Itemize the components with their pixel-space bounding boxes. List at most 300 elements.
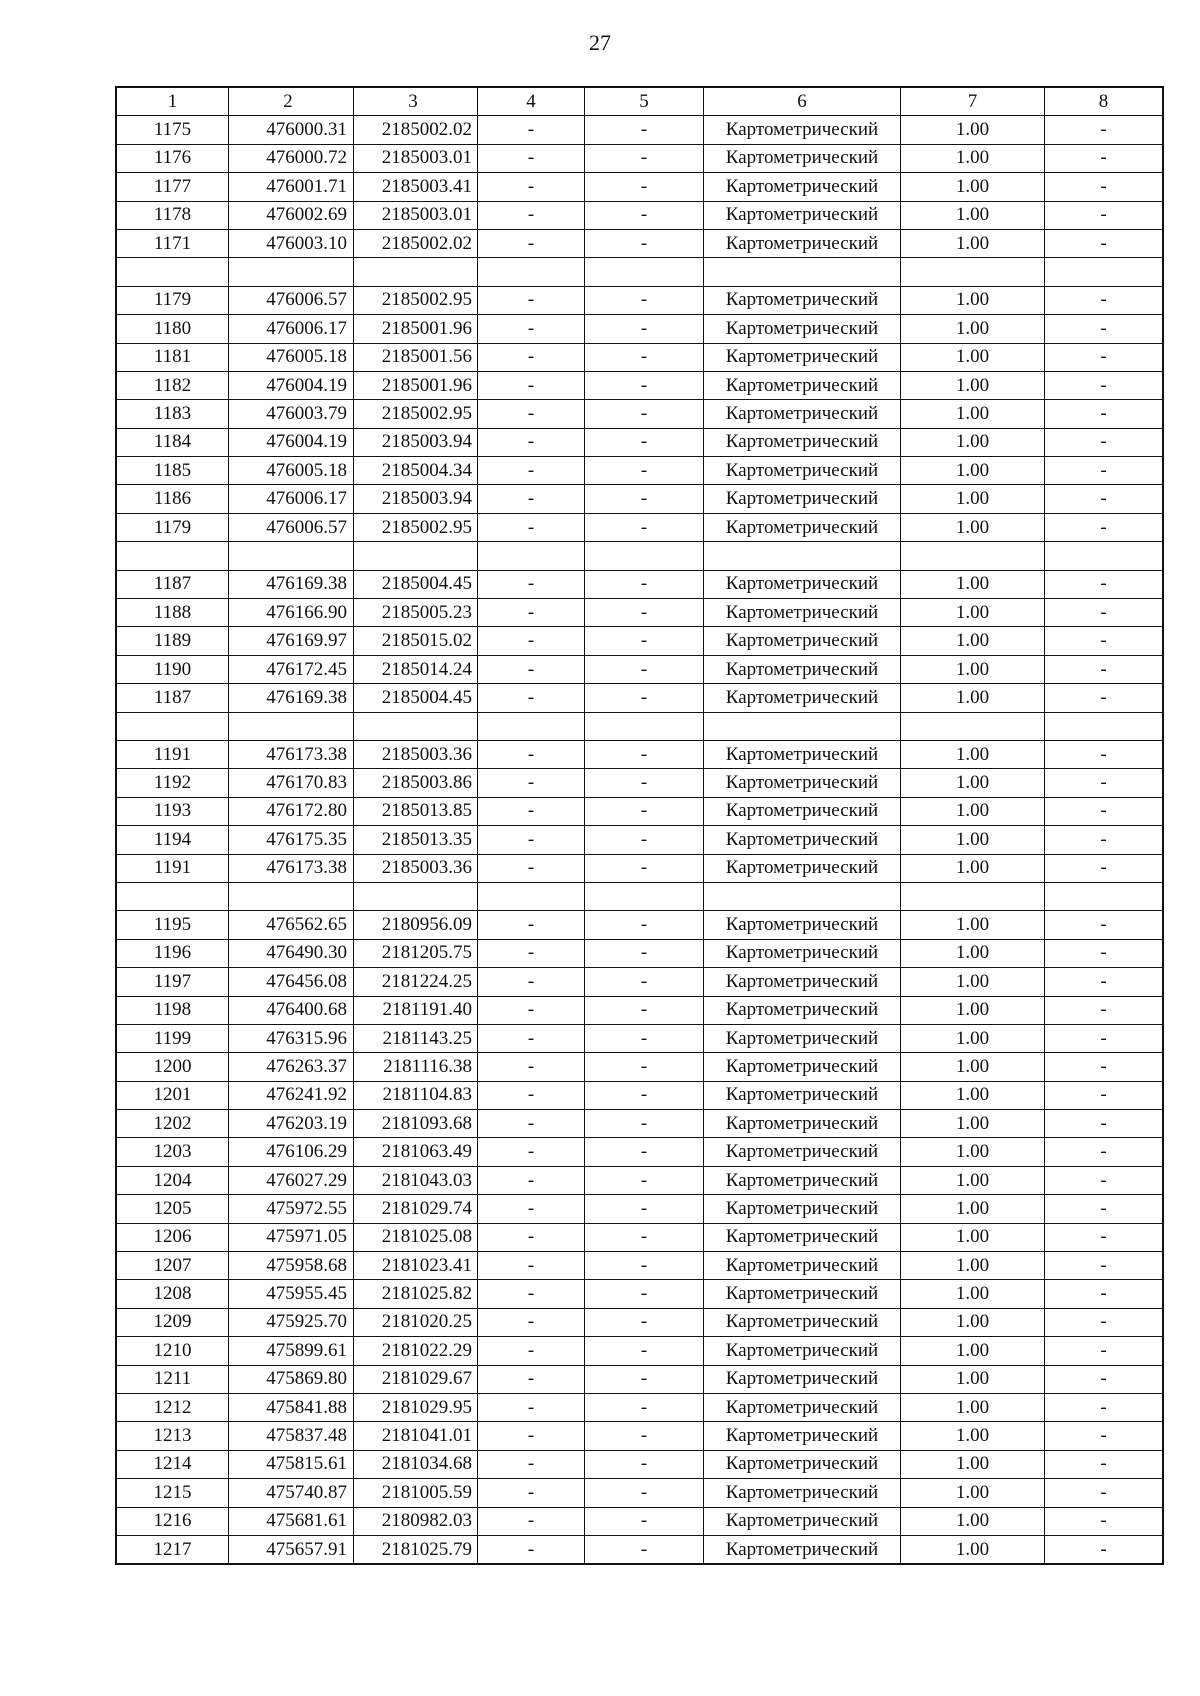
x-coordinate-cell: 476400.68: [229, 996, 354, 1024]
accuracy-cell: 1.00: [901, 1024, 1045, 1052]
column-header: 7: [901, 87, 1045, 116]
col4-cell: -: [478, 1166, 585, 1194]
col5-cell: -: [585, 400, 704, 428]
method-cell: Картометрический: [704, 371, 901, 399]
column-header: 5: [585, 87, 704, 116]
point-number-cell: 1171: [116, 229, 229, 257]
accuracy-cell: 1.00: [901, 315, 1045, 343]
col8-cell: -: [1045, 1110, 1164, 1138]
x-coordinate-cell: 475925.70: [229, 1308, 354, 1336]
col4-cell: -: [478, 485, 585, 513]
x-coordinate-cell: 476490.30: [229, 939, 354, 967]
col5-cell: -: [585, 116, 704, 144]
method-cell: Картометрический: [704, 343, 901, 371]
table-row: [116, 627, 1163, 655]
y-coordinate-cell: [354, 882, 478, 910]
method-cell: Картометрический: [704, 1393, 901, 1421]
col5-cell: -: [585, 1422, 704, 1450]
table-row: [116, 1138, 1163, 1166]
table-row: [116, 740, 1163, 768]
col4-cell: -: [478, 1280, 585, 1308]
y-coordinate-cell: 2180956.09: [354, 911, 478, 939]
col4-cell: [478, 712, 585, 740]
col5-cell: [585, 882, 704, 910]
x-coordinate-cell: 475971.05: [229, 1223, 354, 1251]
col5-cell: -: [585, 599, 704, 627]
col5-cell: -: [585, 1024, 704, 1052]
table-header-row: [116, 87, 1163, 116]
point-number-cell: 1178: [116, 201, 229, 229]
y-coordinate-cell: 2181191.40: [354, 996, 478, 1024]
y-coordinate-cell: 2181020.25: [354, 1308, 478, 1336]
table-row: [116, 513, 1163, 541]
table-row: [116, 911, 1163, 939]
accuracy-cell: 1.00: [901, 996, 1045, 1024]
y-coordinate-cell: 2181043.03: [354, 1166, 478, 1194]
y-coordinate-cell: 2185002.95: [354, 513, 478, 541]
table-row: [116, 712, 1163, 740]
point-number-cell: 1196: [116, 939, 229, 967]
point-number-cell: 1179: [116, 286, 229, 314]
point-number-cell: 1217: [116, 1535, 229, 1564]
method-cell: Картометрический: [704, 116, 901, 144]
y-coordinate-cell: 2185004.45: [354, 684, 478, 712]
accuracy-cell: 1.00: [901, 457, 1045, 485]
col8-cell: [1045, 882, 1164, 910]
col8-cell: [1045, 712, 1164, 740]
accuracy-cell: 1.00: [901, 1337, 1045, 1365]
accuracy-cell: 1.00: [901, 939, 1045, 967]
col8-cell: -: [1045, 968, 1164, 996]
x-coordinate-cell: 476000.72: [229, 144, 354, 172]
x-coordinate-cell: 475841.88: [229, 1393, 354, 1421]
y-coordinate-cell: 2181093.68: [354, 1110, 478, 1138]
method-cell: Картометрический: [704, 996, 901, 1024]
y-coordinate-cell: 2185002.02: [354, 229, 478, 257]
x-coordinate-cell: 476027.29: [229, 1166, 354, 1194]
table-row: [116, 1252, 1163, 1280]
table-row: [116, 229, 1163, 257]
col5-cell: -: [585, 457, 704, 485]
y-coordinate-cell: 2181029.67: [354, 1365, 478, 1393]
x-coordinate-cell: 476172.45: [229, 655, 354, 683]
col4-cell: -: [478, 229, 585, 257]
point-number-cell: 1215: [116, 1479, 229, 1507]
col4-cell: -: [478, 1479, 585, 1507]
col5-cell: -: [585, 173, 704, 201]
table-row: [116, 1195, 1163, 1223]
table-row: [116, 1223, 1163, 1251]
y-coordinate-cell: 2185013.35: [354, 826, 478, 854]
col4-cell: -: [478, 343, 585, 371]
col4-cell: -: [478, 1252, 585, 1280]
point-number-cell: 1204: [116, 1166, 229, 1194]
col8-cell: -: [1045, 1166, 1164, 1194]
col4-cell: -: [478, 1393, 585, 1421]
table-row: [116, 684, 1163, 712]
method-cell: Картометрический: [704, 1138, 901, 1166]
x-coordinate-cell: 476002.69: [229, 201, 354, 229]
table-row: [116, 570, 1163, 598]
accuracy-cell: [901, 542, 1045, 570]
table-row: [116, 201, 1163, 229]
col5-cell: -: [585, 286, 704, 314]
col8-cell: -: [1045, 400, 1164, 428]
col8-cell: -: [1045, 343, 1164, 371]
method-cell: Картометрический: [704, 1308, 901, 1336]
col5-cell: -: [585, 1535, 704, 1564]
col5-cell: -: [585, 1308, 704, 1336]
col8-cell: -: [1045, 826, 1164, 854]
col5-cell: [585, 258, 704, 286]
point-number-cell: 1191: [116, 854, 229, 882]
method-cell: Картометрический: [704, 1110, 901, 1138]
col5-cell: [585, 542, 704, 570]
y-coordinate-cell: 2181063.49: [354, 1138, 478, 1166]
col5-cell: -: [585, 1507, 704, 1535]
accuracy-cell: 1.00: [901, 1280, 1045, 1308]
y-coordinate-cell: 2185003.86: [354, 769, 478, 797]
y-coordinate-cell: 2185004.45: [354, 570, 478, 598]
x-coordinate-cell: 475657.91: [229, 1535, 354, 1564]
y-coordinate-cell: 2181224.25: [354, 968, 478, 996]
method-cell: Картометрический: [704, 627, 901, 655]
col4-cell: -: [478, 1024, 585, 1052]
col8-cell: -: [1045, 1365, 1164, 1393]
col5-cell: -: [585, 485, 704, 513]
x-coordinate-cell: 476004.19: [229, 428, 354, 456]
table-row: [116, 258, 1163, 286]
col4-cell: -: [478, 173, 585, 201]
point-number-cell: 1203: [116, 1138, 229, 1166]
point-number-cell: 1208: [116, 1280, 229, 1308]
x-coordinate-cell: 476006.17: [229, 485, 354, 513]
point-number-cell: 1199: [116, 1024, 229, 1052]
table-row: [116, 116, 1163, 144]
accuracy-cell: 1.00: [901, 968, 1045, 996]
col5-cell: -: [585, 996, 704, 1024]
method-cell: Картометрический: [704, 968, 901, 996]
method-cell: [704, 882, 901, 910]
accuracy-cell: 1.00: [901, 1507, 1045, 1535]
point-number-cell: 1206: [116, 1223, 229, 1251]
x-coordinate-cell: 476169.38: [229, 684, 354, 712]
method-cell: [704, 542, 901, 570]
col8-cell: -: [1045, 684, 1164, 712]
x-coordinate-cell: [229, 882, 354, 910]
col5-cell: -: [585, 797, 704, 825]
table-row: [116, 769, 1163, 797]
col4-cell: -: [478, 457, 585, 485]
point-number-cell: 1193: [116, 797, 229, 825]
col8-cell: -: [1045, 740, 1164, 768]
col5-cell: -: [585, 1337, 704, 1365]
col5-cell: -: [585, 1053, 704, 1081]
col5-cell: [585, 712, 704, 740]
y-coordinate-cell: 2185002.02: [354, 116, 478, 144]
method-cell: Картометрический: [704, 201, 901, 229]
table-row: [116, 1024, 1163, 1052]
col4-cell: -: [478, 655, 585, 683]
accuracy-cell: 1.00: [901, 513, 1045, 541]
accuracy-cell: 1.00: [901, 371, 1045, 399]
y-coordinate-cell: 2185013.85: [354, 797, 478, 825]
col8-cell: -: [1045, 797, 1164, 825]
col8-cell: -: [1045, 1337, 1164, 1365]
accuracy-cell: 1.00: [901, 1479, 1045, 1507]
method-cell: Картометрический: [704, 1081, 901, 1109]
col4-cell: -: [478, 599, 585, 627]
method-cell: Картометрический: [704, 400, 901, 428]
x-coordinate-cell: 476456.08: [229, 968, 354, 996]
y-coordinate-cell: 2185001.56: [354, 343, 478, 371]
col5-cell: -: [585, 627, 704, 655]
accuracy-cell: 1.00: [901, 1053, 1045, 1081]
table-row: [116, 343, 1163, 371]
y-coordinate-cell: 2181143.25: [354, 1024, 478, 1052]
accuracy-cell: 1.00: [901, 1535, 1045, 1564]
accuracy-cell: 1.00: [901, 229, 1045, 257]
point-number-cell: 1187: [116, 684, 229, 712]
method-cell: Картометрический: [704, 1252, 901, 1280]
x-coordinate-cell: 476166.90: [229, 599, 354, 627]
accuracy-cell: 1.00: [901, 343, 1045, 371]
method-cell: Картометрический: [704, 826, 901, 854]
col4-cell: -: [478, 1138, 585, 1166]
col4-cell: -: [478, 1365, 585, 1393]
accuracy-cell: 1.00: [901, 655, 1045, 683]
point-number-cell: 1190: [116, 655, 229, 683]
y-coordinate-cell: 2185003.36: [354, 740, 478, 768]
col4-cell: -: [478, 797, 585, 825]
point-number-cell: 1181: [116, 343, 229, 371]
point-number-cell: 1186: [116, 485, 229, 513]
accuracy-cell: [901, 258, 1045, 286]
col8-cell: -: [1045, 201, 1164, 229]
col8-cell: -: [1045, 570, 1164, 598]
accuracy-cell: 1.00: [901, 1450, 1045, 1478]
y-coordinate-cell: 2185001.96: [354, 371, 478, 399]
y-coordinate-cell: 2185015.02: [354, 627, 478, 655]
col5-cell: -: [585, 343, 704, 371]
y-coordinate-cell: 2185002.95: [354, 400, 478, 428]
col4-cell: -: [478, 144, 585, 172]
point-number-cell: 1175: [116, 116, 229, 144]
col5-cell: -: [585, 769, 704, 797]
method-cell: Картометрический: [704, 144, 901, 172]
accuracy-cell: 1.00: [901, 400, 1045, 428]
col5-cell: -: [585, 1195, 704, 1223]
method-cell: Картометрический: [704, 1053, 901, 1081]
col8-cell: -: [1045, 173, 1164, 201]
point-number-cell: 1200: [116, 1053, 229, 1081]
col5-cell: -: [585, 1223, 704, 1251]
column-header: 6: [704, 87, 901, 116]
col5-cell: -: [585, 1110, 704, 1138]
table-row: [116, 854, 1163, 882]
table-row: [116, 542, 1163, 570]
column-header: 2: [229, 87, 354, 116]
x-coordinate-cell: 475740.87: [229, 1479, 354, 1507]
col8-cell: -: [1045, 229, 1164, 257]
point-number-cell: 1197: [116, 968, 229, 996]
col8-cell: -: [1045, 1422, 1164, 1450]
col5-cell: -: [585, 201, 704, 229]
point-number-cell: 1210: [116, 1337, 229, 1365]
x-coordinate-cell: 475837.48: [229, 1422, 354, 1450]
col8-cell: -: [1045, 485, 1164, 513]
x-coordinate-cell: 476005.18: [229, 343, 354, 371]
col4-cell: -: [478, 684, 585, 712]
col5-cell: -: [585, 428, 704, 456]
y-coordinate-cell: 2181116.38: [354, 1053, 478, 1081]
accuracy-cell: 1.00: [901, 740, 1045, 768]
method-cell: Картометрический: [704, 570, 901, 598]
y-coordinate-cell: 2185003.01: [354, 201, 478, 229]
col8-cell: -: [1045, 1479, 1164, 1507]
method-cell: Картометрический: [704, 1166, 901, 1194]
point-number-cell: 1198: [116, 996, 229, 1024]
col8-cell: -: [1045, 286, 1164, 314]
col8-cell: -: [1045, 769, 1164, 797]
x-coordinate-cell: 476001.71: [229, 173, 354, 201]
col4-cell: -: [478, 1110, 585, 1138]
col4-cell: -: [478, 740, 585, 768]
y-coordinate-cell: 2185003.36: [354, 854, 478, 882]
method-cell: Картометрический: [704, 911, 901, 939]
x-coordinate-cell: 476005.18: [229, 457, 354, 485]
col4-cell: -: [478, 286, 585, 314]
point-number-cell: 1211: [116, 1365, 229, 1393]
y-coordinate-cell: 2181029.74: [354, 1195, 478, 1223]
method-cell: Картометрический: [704, 513, 901, 541]
x-coordinate-cell: 475958.68: [229, 1252, 354, 1280]
y-coordinate-cell: 2181104.83: [354, 1081, 478, 1109]
x-coordinate-cell: 476169.97: [229, 627, 354, 655]
accuracy-cell: 1.00: [901, 1223, 1045, 1251]
col8-cell: -: [1045, 457, 1164, 485]
point-number-cell: 1207: [116, 1252, 229, 1280]
col5-cell: -: [585, 315, 704, 343]
accuracy-cell: 1.00: [901, 1110, 1045, 1138]
y-coordinate-cell: 2185003.01: [354, 144, 478, 172]
accuracy-cell: [901, 712, 1045, 740]
table-row: [116, 968, 1163, 996]
col8-cell: -: [1045, 1223, 1164, 1251]
accuracy-cell: 1.00: [901, 911, 1045, 939]
table-row: [116, 1393, 1163, 1421]
method-cell: Картометрический: [704, 854, 901, 882]
accuracy-cell: 1.00: [901, 599, 1045, 627]
col4-cell: -: [478, 201, 585, 229]
y-coordinate-cell: 2181034.68: [354, 1450, 478, 1478]
col5-cell: -: [585, 740, 704, 768]
col4-cell: -: [478, 939, 585, 967]
x-coordinate-cell: 476172.80: [229, 797, 354, 825]
col5-cell: -: [585, 1166, 704, 1194]
accuracy-cell: 1.00: [901, 173, 1045, 201]
table-row: [116, 1365, 1163, 1393]
col5-cell: -: [585, 1479, 704, 1507]
col8-cell: -: [1045, 1053, 1164, 1081]
x-coordinate-cell: 476106.29: [229, 1138, 354, 1166]
col4-cell: [478, 882, 585, 910]
point-number-cell: 1194: [116, 826, 229, 854]
point-number-cell: 1212: [116, 1393, 229, 1421]
accuracy-cell: 1.00: [901, 1195, 1045, 1223]
col8-cell: -: [1045, 627, 1164, 655]
x-coordinate-cell: 476263.37: [229, 1053, 354, 1081]
y-coordinate-cell: 2185003.94: [354, 428, 478, 456]
point-number-cell: 1176: [116, 144, 229, 172]
col8-cell: -: [1045, 1507, 1164, 1535]
table-row: [116, 371, 1163, 399]
col8-cell: -: [1045, 1252, 1164, 1280]
x-coordinate-cell: 476006.17: [229, 315, 354, 343]
col8-cell: [1045, 258, 1164, 286]
col4-cell: -: [478, 854, 585, 882]
x-coordinate-cell: 476003.10: [229, 229, 354, 257]
col4-cell: -: [478, 1308, 585, 1336]
x-coordinate-cell: 476562.65: [229, 911, 354, 939]
table-row: [116, 1479, 1163, 1507]
col8-cell: -: [1045, 599, 1164, 627]
x-coordinate-cell: 476173.38: [229, 854, 354, 882]
col5-cell: -: [585, 968, 704, 996]
page-number: 27: [589, 30, 611, 55]
x-coordinate-cell: [229, 258, 354, 286]
point-number-cell: [116, 712, 229, 740]
point-number-cell: 1192: [116, 769, 229, 797]
col5-cell: -: [585, 513, 704, 541]
table-row: [116, 1110, 1163, 1138]
x-coordinate-cell: 475899.61: [229, 1337, 354, 1365]
col8-cell: -: [1045, 1308, 1164, 1336]
col5-cell: -: [585, 1081, 704, 1109]
y-coordinate-cell: 2185014.24: [354, 655, 478, 683]
col4-cell: -: [478, 1535, 585, 1564]
col8-cell: -: [1045, 655, 1164, 683]
point-number-cell: 1184: [116, 428, 229, 456]
accuracy-cell: 1.00: [901, 144, 1045, 172]
col4-cell: -: [478, 1223, 585, 1251]
col4-cell: -: [478, 428, 585, 456]
col4-cell: -: [478, 315, 585, 343]
method-cell: Картометрический: [704, 684, 901, 712]
col8-cell: -: [1045, 1138, 1164, 1166]
point-number-cell: 1191: [116, 740, 229, 768]
accuracy-cell: 1.00: [901, 769, 1045, 797]
col8-cell: -: [1045, 1280, 1164, 1308]
x-coordinate-cell: [229, 542, 354, 570]
col8-cell: -: [1045, 1393, 1164, 1421]
method-cell: Картометрический: [704, 740, 901, 768]
point-number-cell: [116, 882, 229, 910]
accuracy-cell: 1.00: [901, 826, 1045, 854]
table-row: [116, 1507, 1163, 1535]
method-cell: Картометрический: [704, 1337, 901, 1365]
y-coordinate-cell: [354, 258, 478, 286]
y-coordinate-cell: 2181205.75: [354, 939, 478, 967]
x-coordinate-cell: 476006.57: [229, 513, 354, 541]
col5-cell: -: [585, 371, 704, 399]
x-coordinate-cell: 476175.35: [229, 826, 354, 854]
table-row: [116, 457, 1163, 485]
point-number-cell: 1214: [116, 1450, 229, 1478]
method-cell: Картометрический: [704, 769, 901, 797]
table-row: [116, 1053, 1163, 1081]
col5-cell: -: [585, 939, 704, 967]
